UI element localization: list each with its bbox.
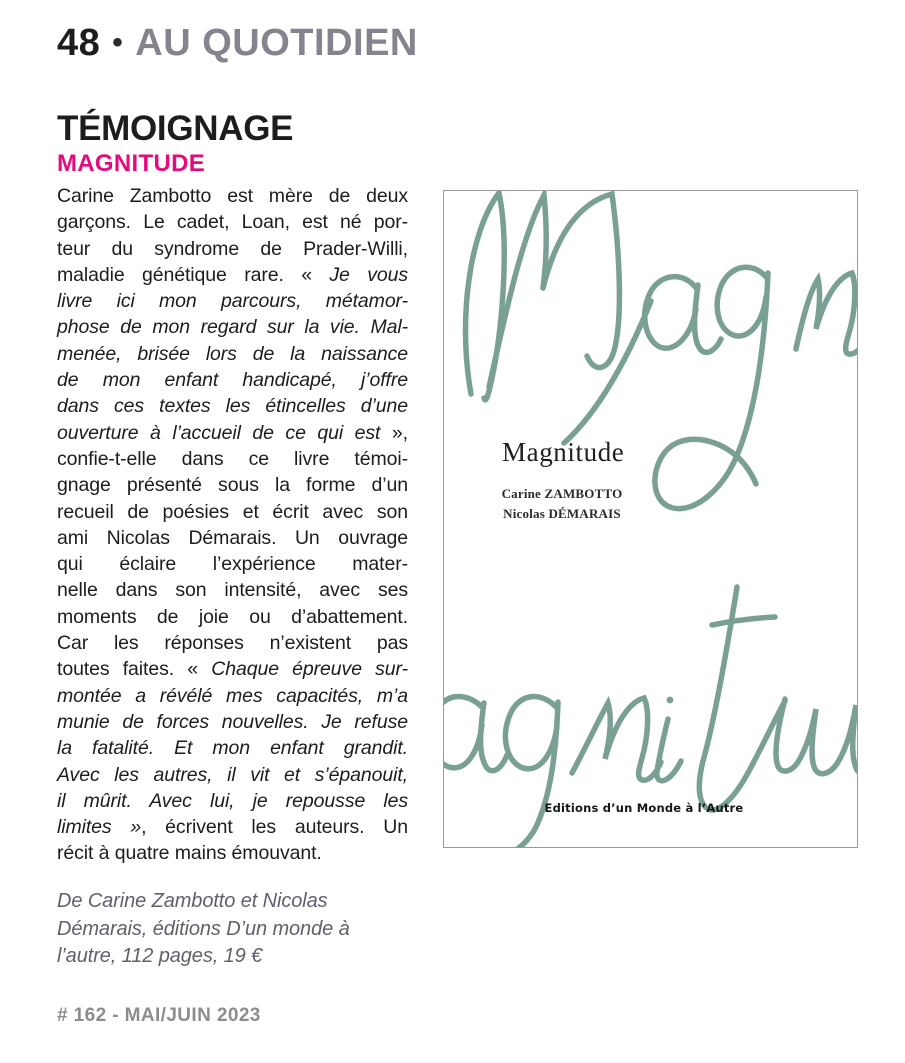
body-line: munie de forces nouvelles. Je refuse <box>57 710 408 733</box>
page-header <box>57 24 418 62</box>
body-line: il mûrit. Avec lui, je repousse les <box>57 789 408 812</box>
body-line: nelle dans son intensité, avec ses <box>57 579 408 602</box>
body-line: livre ici mon parcours, métamor- <box>57 290 408 313</box>
cover-publisher: Editions d’un Monde à l’Autre <box>544 801 744 815</box>
body-line: récit à quatre mains émouvant. <box>57 842 322 865</box>
book-cover <box>443 190 858 848</box>
body-line: montée a révélé mes capacités, m’a <box>57 684 408 707</box>
body-line: Carine Zambotto est mère de deux <box>57 185 408 207</box>
article-credit <box>57 888 350 971</box>
credit-line: Démarais, éditions D’un monde à <box>57 917 350 940</box>
body-line: de mon enfant handicapé, j’offre <box>57 369 408 392</box>
body-line: dans ces textes les étincelles d’une <box>57 395 408 418</box>
body-line: moments de joie ou d’abattement. <box>57 605 408 628</box>
cover-author-line: Carine ZAMBOTTO <box>501 486 623 501</box>
body-line: ami Nicolas Démarais. Un ouvrage <box>57 526 408 549</box>
credit-line: De Carine Zambotto et Nicolas <box>57 890 328 912</box>
article-kicker: TÉMOIGNAGE <box>57 109 294 148</box>
body-line: Avec les autres, il vit et s’épanouit, <box>57 763 408 786</box>
body-line: maladie génétique rare. « Je vous <box>57 263 408 286</box>
body-line: ouverture à l’accueil de ce qui est », <box>57 421 408 444</box>
article-title: MAGNITUDE <box>57 150 206 177</box>
separator-dot-icon: • <box>112 26 124 59</box>
body-line: confie-t-elle dans ce livre témoi- <box>57 447 408 470</box>
body-line: teur du syndrome de Prader-Willi, <box>57 237 408 260</box>
body-line: limites », écrivent les auteurs. Un <box>57 816 408 839</box>
body-line: qui éclaire l’expérience mater- <box>57 553 408 576</box>
body-line: Car les réponses n’existent pas <box>57 632 408 655</box>
article-body <box>57 183 408 867</box>
section-title: AU QUOTIDIEN <box>135 22 418 64</box>
body-line: recueil de poésies et écrit avec son <box>57 500 408 523</box>
body-line: toutes faites. « Chaque épreuve sur- <box>57 658 408 681</box>
body-line: gnage présenté sous la forme d’un <box>57 474 408 497</box>
body-line: menée, brisée lors de la naissance <box>57 342 408 365</box>
body-line: la fatalité. Et mon enfant grandit. <box>57 737 408 760</box>
credit-line: l’autre, 112 pages, 19 € <box>57 945 263 967</box>
issue-line: # 162 - MAI/JUIN 2023 <box>57 1005 261 1026</box>
body-line: phose de mon regard sur la vie. Mal- <box>57 316 408 339</box>
cover-author-line: Nicolas DÉMARAIS <box>503 506 621 521</box>
body-line: garçons. Le cadet, Loan, est né por- <box>57 211 408 234</box>
cover-title: Magnitude <box>502 437 625 467</box>
cover-authors <box>480 484 644 524</box>
page-number: 48 <box>57 22 101 64</box>
